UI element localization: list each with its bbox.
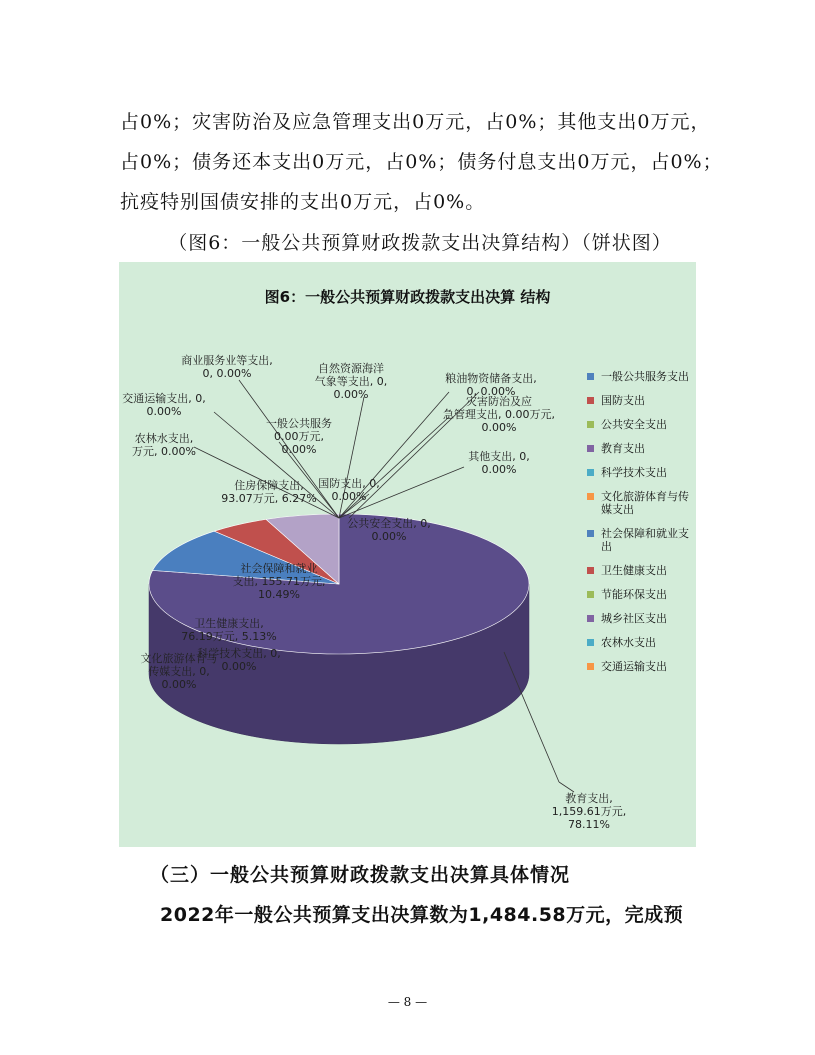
legend-swatch	[587, 421, 594, 428]
legend-item	[587, 370, 695, 383]
data-label: 社会保障和就业支出, 155.71万元, 10.49%	[232, 562, 326, 601]
legend-label: 城乡社区支出	[601, 612, 667, 625]
data-label: 灾害防治及应急管理支出, 0.00万元, 0.00%	[443, 395, 555, 434]
body-line: 2022年一般公共预算支出决算数为1,484.58万元，完成预	[160, 904, 684, 926]
legend-label: 文化旅游体育与传媒支出	[601, 490, 689, 516]
legend-item	[587, 442, 695, 455]
legend-item	[587, 588, 695, 601]
legend-label: 教育支出	[601, 442, 645, 455]
legend-label: 公共安全支出	[601, 418, 667, 431]
legend-item	[587, 612, 695, 625]
data-label: 教育支出, 1,159.61万元, 78.11%	[551, 792, 627, 831]
legend-swatch	[587, 615, 594, 622]
section-heading: （三）一般公共预算财政拨款支出决算具体情况	[150, 864, 571, 886]
data-label: 粮油物资储备支出, 0, 0.00%	[445, 372, 537, 398]
legend-label: 社会保障和就业支出	[601, 527, 689, 553]
data-label: 交通运输支出, 0, 0.00%	[122, 392, 206, 418]
data-label: 一般公共服务 0.00万元, 0.00%	[266, 417, 332, 456]
legend-label: 交通运输支出	[601, 660, 667, 673]
paragraph-line-2: 占0%；债务还本支出0万元，占0%；债务付息支出0万元，占0%；	[120, 151, 723, 173]
data-label: 自然资源海洋气象等支出, 0, 0.00%	[314, 362, 388, 401]
legend-item	[587, 636, 695, 649]
legend-swatch	[587, 469, 594, 476]
pie-chart	[119, 262, 696, 847]
figure-caption: （图6：一般公共预算财政拨款支出决算结构）（饼状图）	[168, 232, 672, 254]
data-label: 公共安全支出, 0, 0.00%	[347, 517, 431, 543]
data-label: 卫生健康支出, 76.19万元, 5.13%	[181, 617, 277, 643]
legend-item	[587, 660, 695, 673]
legend-swatch	[587, 567, 594, 574]
legend-label: 科学技术支出	[601, 466, 667, 479]
legend-label: 农林水支出	[601, 636, 656, 649]
legend-item	[587, 466, 695, 479]
legend-swatch	[587, 493, 594, 500]
legend-label: 卫生健康支出	[601, 564, 667, 577]
data-label: 商业服务业等支出, 0, 0.00%	[181, 354, 273, 380]
leader-line	[559, 782, 574, 792]
legend-swatch	[587, 663, 594, 670]
chart-title: 图6：一般公共预算财政拨款支出决算 结构	[264, 288, 551, 306]
legend-label: 国防支出	[601, 394, 645, 407]
data-label: 农林水支出,万元, 0.00%	[132, 432, 196, 458]
legend-item	[587, 564, 695, 577]
legend-item	[587, 418, 695, 431]
legend-item	[587, 490, 695, 516]
legend-swatch	[587, 591, 594, 598]
page-number: — 8 —	[387, 995, 428, 1009]
legend-swatch	[587, 639, 594, 646]
leader-line	[504, 652, 559, 782]
legend-item	[587, 527, 695, 553]
legend-swatch	[587, 445, 594, 452]
data-label: 其他支出, 0, 0.00%	[468, 450, 530, 476]
paragraph-line-3: 抗疫特别国债安排的支出0万元，占0%。	[120, 191, 486, 213]
data-label: 国防支出, 0, 0.00%	[318, 477, 380, 503]
legend-label: 一般公共服务支出	[601, 370, 689, 383]
legend-label: 节能环保支出	[601, 588, 667, 601]
legend-swatch	[587, 397, 594, 404]
legend-item	[587, 394, 695, 407]
data-label: 文化旅游体育与传媒支出, 0, 0.00%	[140, 652, 218, 691]
legend-swatch	[587, 530, 594, 537]
data-label: 科学技术支出, 0, 0.00%	[197, 647, 281, 673]
paragraph-line-1: 占0%；灾害防治及应急管理支出0万元，占0%；其他支出0万元，	[120, 111, 711, 133]
data-label: 住房保障支出, 93.07万元, 6.27%	[221, 479, 317, 505]
legend-swatch	[587, 373, 594, 380]
chart-legend	[587, 370, 695, 684]
